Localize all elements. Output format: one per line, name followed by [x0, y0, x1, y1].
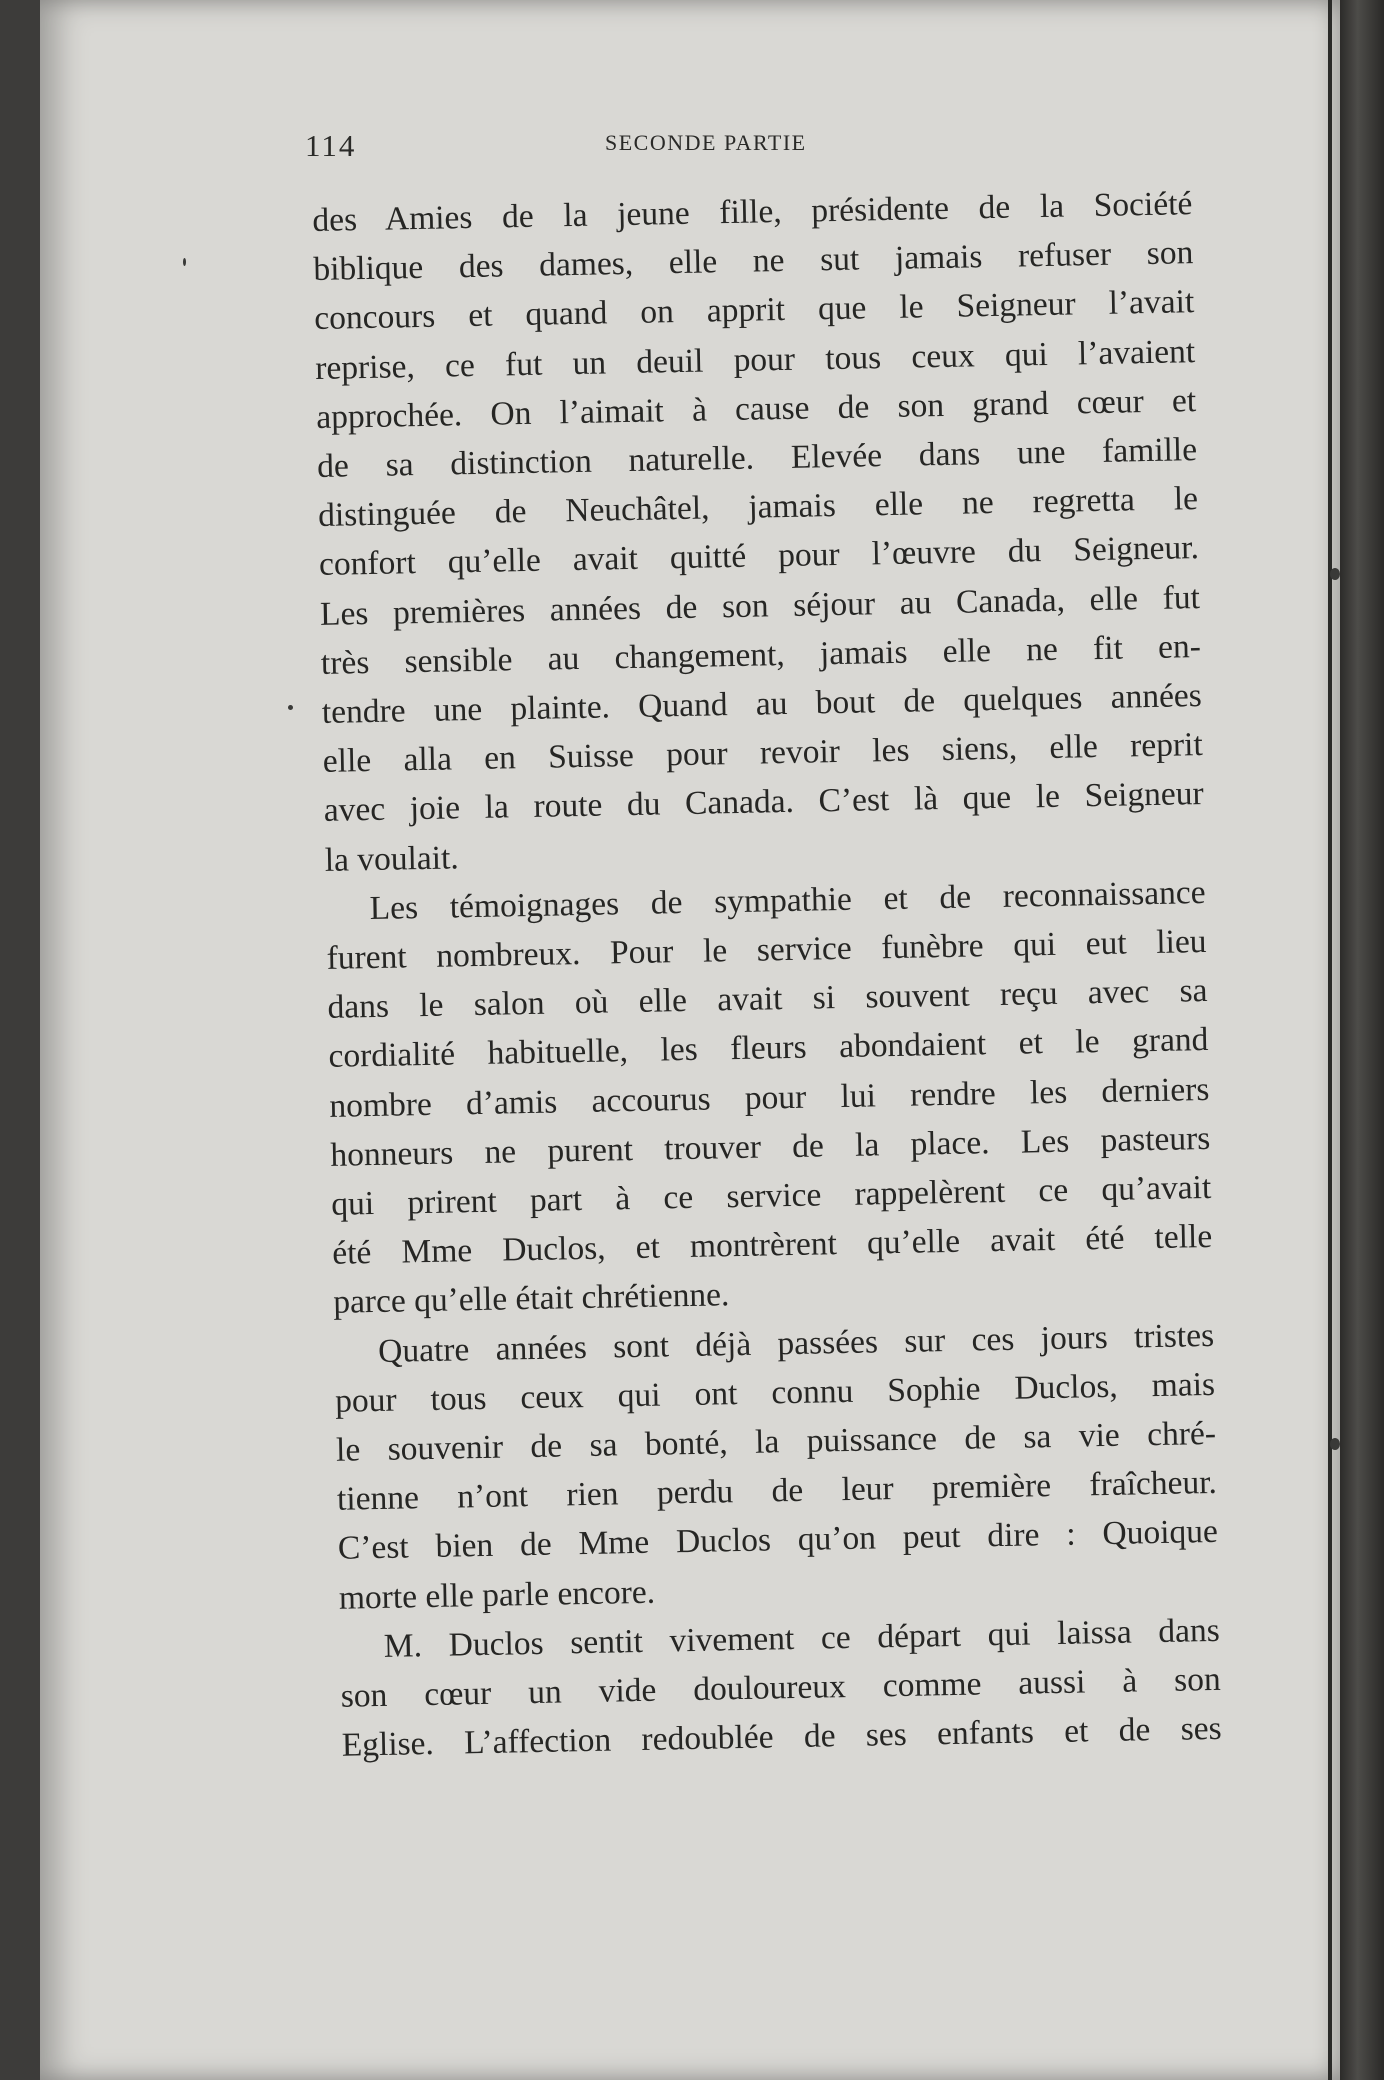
text-line: C’est bien de Mme Duclos qu’on peut dire : Quoique: [337, 1513, 1219, 1568]
text-line: le souvenir de sa bonté, la puissance de sa vie chré-: [335, 1414, 1217, 1469]
text-line: distinguée de Neuchâtel, jamais elle ne regretta le: [317, 480, 1199, 535]
paper-speck: [183, 258, 186, 266]
text-line: elle alla en Suisse pour revoir les siens, elle reprit: [322, 726, 1204, 781]
text-line: des Amies de la jeune fille, présidente de la Société: [312, 185, 1193, 239]
text-line: parce qu’elle était chrétienne.: [332, 1276, 730, 1322]
text-line: tendre une plainte. Quand au bout de quelques années: [321, 677, 1203, 731]
text-line: tienne n’ont rien perdu de leur première fraîcheur.: [336, 1464, 1218, 1519]
page-number: 114: [305, 128, 357, 163]
text-line: la voulait.: [324, 838, 460, 879]
text-line: confort qu’elle avait quitté pour l’œuvre du Seigneur.: [318, 529, 1200, 584]
paper-speck: [1330, 568, 1340, 580]
body-text: [312, 179, 1222, 1770]
text-line: Les témoignages de sympathie et de reconnaissance: [369, 873, 1206, 927]
text-line: de sa distinction naturelle. Elevée dans une famille: [316, 431, 1198, 485]
text-line: avec joie la route du Canada. C’est là que le Seigneur: [323, 775, 1204, 830]
text-line: été Mme Duclos, et montrèrent qu’elle avait été telle: [331, 1218, 1213, 1273]
book-edge: [1340, 0, 1384, 2080]
text-line: dans le salon où elle avait si souvent reçu avec sa: [327, 972, 1208, 1027]
page-edge-line: [1328, 0, 1332, 2080]
text-line: Les premières années de son séjour au Canada, elle fut: [319, 578, 1201, 633]
paper-speck: [1330, 1438, 1340, 1450]
text-line: son cœur un vide douloureux comme aussi à son: [340, 1660, 1222, 1715]
text-line: concours et quand on apprit que le Seigneur l’avait: [314, 283, 1195, 338]
text-line: biblique des dames, elle ne sut jamais refuser son: [313, 234, 1194, 289]
page-header: [305, 128, 1205, 168]
text-line: Eglise. L’affection redoublée de ses enfants et de ses: [341, 1710, 1222, 1765]
text-line: approchée. On l’aimait à cause de son grand cœur et: [315, 381, 1197, 436]
text-line: Quatre années sont déjà passées sur ces jours tristes: [377, 1316, 1215, 1370]
text-line: nombre d’amis accourus pour lui rendre les derniers: [329, 1070, 1210, 1125]
text-line: furent nombreux. Pour le service funèbre qui eut lieu: [326, 923, 1207, 977]
text-line: cordialité habituelle, les fleurs abondaient et le grand: [328, 1021, 1209, 1076]
text-line: qui prirent part à ce service rappelèrent ce qu’avait: [331, 1168, 1212, 1223]
text-line: pour tous ceux qui ont connu Sophie Duclos, mais: [334, 1365, 1216, 1420]
running-head: SECONDE PARTIE: [605, 130, 807, 155]
text-line: M. Duclos sentit vivement ce départ qui laissa dans: [383, 1611, 1221, 1665]
paper-speck: [288, 705, 293, 710]
text-line: morte elle parle encore.: [338, 1573, 656, 1617]
text-line: reprise, ce fut un deuil pour tous ceux qui l’avaient: [314, 332, 1196, 387]
text-line: honneurs ne purent trouver de la place. Les pasteurs: [330, 1119, 1211, 1174]
text-line: très sensible au changement, jamais elle ne fit en-: [320, 627, 1202, 682]
